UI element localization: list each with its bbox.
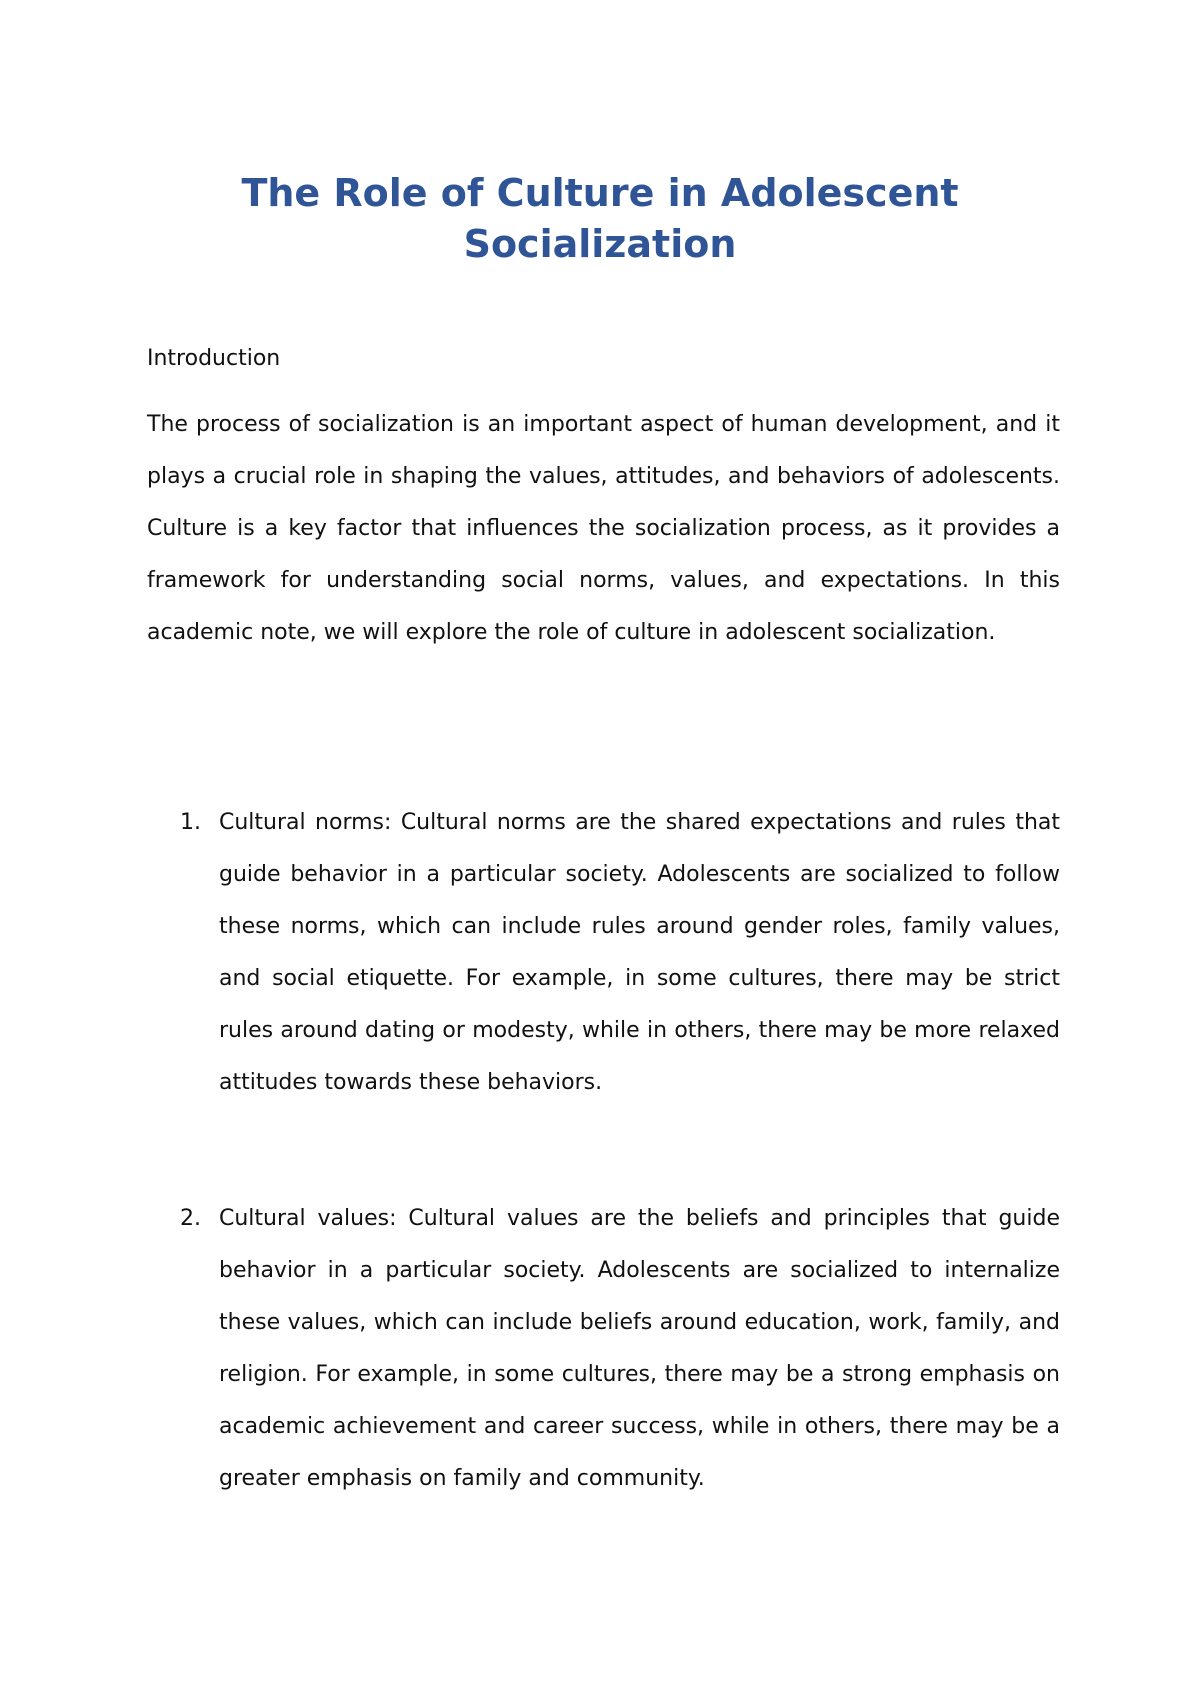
- list-item-number: 1.: [180, 810, 201, 835]
- list-item-number: 2.: [180, 1206, 201, 1231]
- list-item-text: Cultural norms: Cultural norms are the shared expectations and rules that guide behavior in a particular society. Adolescents are socialized to follow these norms, which can include rules around gender roles, family values, and social etiquette. For example, in some cultures, there may be strict rules around dating or modesty, while in others, there may be more relaxed attitudes towards these behaviors.: [219, 810, 1060, 1095]
- list-item-text: Cultural values: Cultural values are the beliefs and principles that guide behavior in a particular society. Adolescents are socialized to internalize these values, which can include beliefs around education, work, family, and religion. For example, in some cultures, there may be a strong emphasis on academic achievement and career success, while in others, there may be a greater emphasis on family and community.: [219, 1206, 1060, 1491]
- intro-heading: Introduction: [147, 346, 281, 371]
- document-title: The Role of Culture in Adolescent Socialization: [241, 171, 959, 266]
- intro-paragraph: The process of socialization is an important aspect of human development, and it plays a crucial role in shaping the values, attitudes, and behaviors of adolescents. Culture is a key factor that influences the socialization process, as it provides a framework for understanding social norms, values, and expectations. In this academic note, we will explore the role of culture in adolescent socialization.: [147, 412, 1060, 645]
